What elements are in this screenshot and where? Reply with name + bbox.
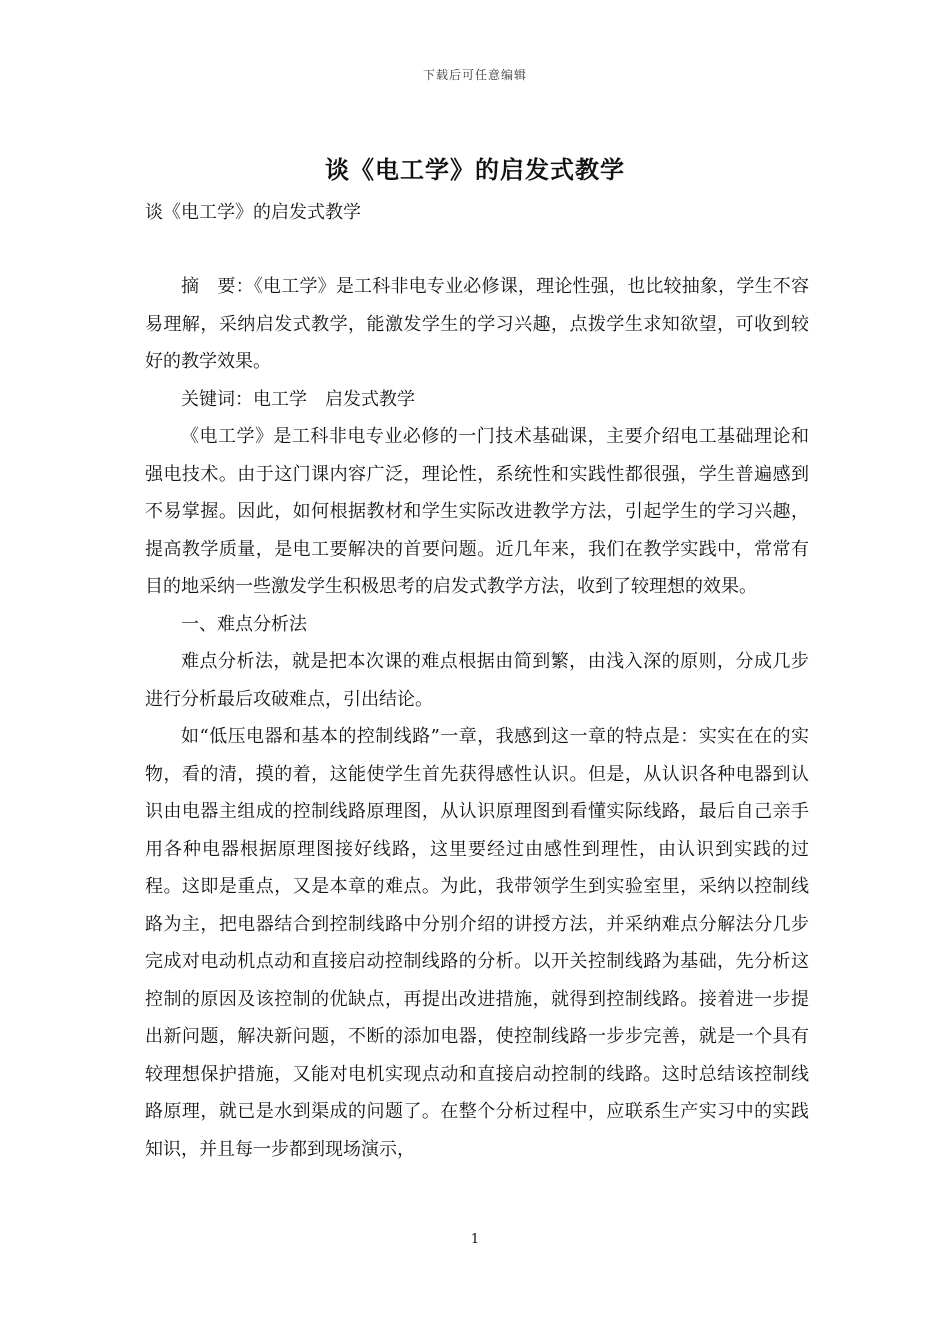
document-body [145,268,809,1168]
keywords-paragraph: 关键词：电工学 启发式教学 [181,388,415,410]
header-note: 下载后可任意编辑 [422,68,527,82]
example-paragraph: 如“低压电器和基本的控制线路”一章，我感到这一章的特点是：实实在在的实物，看的清，摸的着，这能使学生首先获得感性认识。但是，从认识各种电器到认识由电器主组成的控制线路原理图，从认识原理图到看懂实际线路，最后自己亲手用各种电器根据原理图接好线路，这里要经过由感性到理性，由认识到实践的过程。这即是重点，又是本章的难点。为此，我带领学生到实验室里，采纳以控制线路为主，把电器结合到控制线路中分别介绍的讲授方法，并采纳难点分解法分几步完成对电动机点动和直接启动控制线路的分析。以开关控制线路为基础，先分析这控制的原因及该控制的优缺点，再提出改进措施，就得到控制线路。接着进一步提出新问题，解决新问题，不断的添加电器，使控制线路一步步完善，就是一个具有较理想保护措施，又能对电机实现点动和直接启动控制的线路。这时总结该控制线路原理，就已是水到渠成的问题了。在整个分析过程中，应联系生产实习中的实践知识，并且每一步都到现场演示， [145,726,809,1160]
intro-paragraph: 《电工学》是工科非电专业必修的一门技术基础课，主要介绍电工基础理论和强电技术。由于这门课内容广泛，理论性，系统性和实践性都很强，学生普遍感到不易掌握。因此，如何根据教材和学生实际改进教学方法，引起学生的学习兴趣，提高教学质量，是电工要解决的首要问题。近几年来，我们在教学实践中，常常有目的地采纳一些激发学生积极思考的启发式教学方法，收到了较理想的效果。 [145,426,809,597]
document-title: 谈《电工学》的启发式教学 [325,155,625,184]
section-heading: 一、难点分析法 [181,613,307,635]
method-paragraph: 难点分析法，就是把本次课的难点根据由简到繁，由浅入深的原则，分成几步进行分析最后攻破难点，引出结论。 [145,651,809,710]
document-subtitle: 谈《电工学》的启发式教学 [145,202,361,223]
abstract-paragraph: 摘 要：《电工学》是工科非电专业必修课，理论性强，也比较抽象，学生不容易理解，采纳启发式教学，能激发学生的学习兴趣，点拨学生求知欲望，可收到较好的教学效果。 [145,276,809,372]
page-number: 1 [470,1232,480,1247]
